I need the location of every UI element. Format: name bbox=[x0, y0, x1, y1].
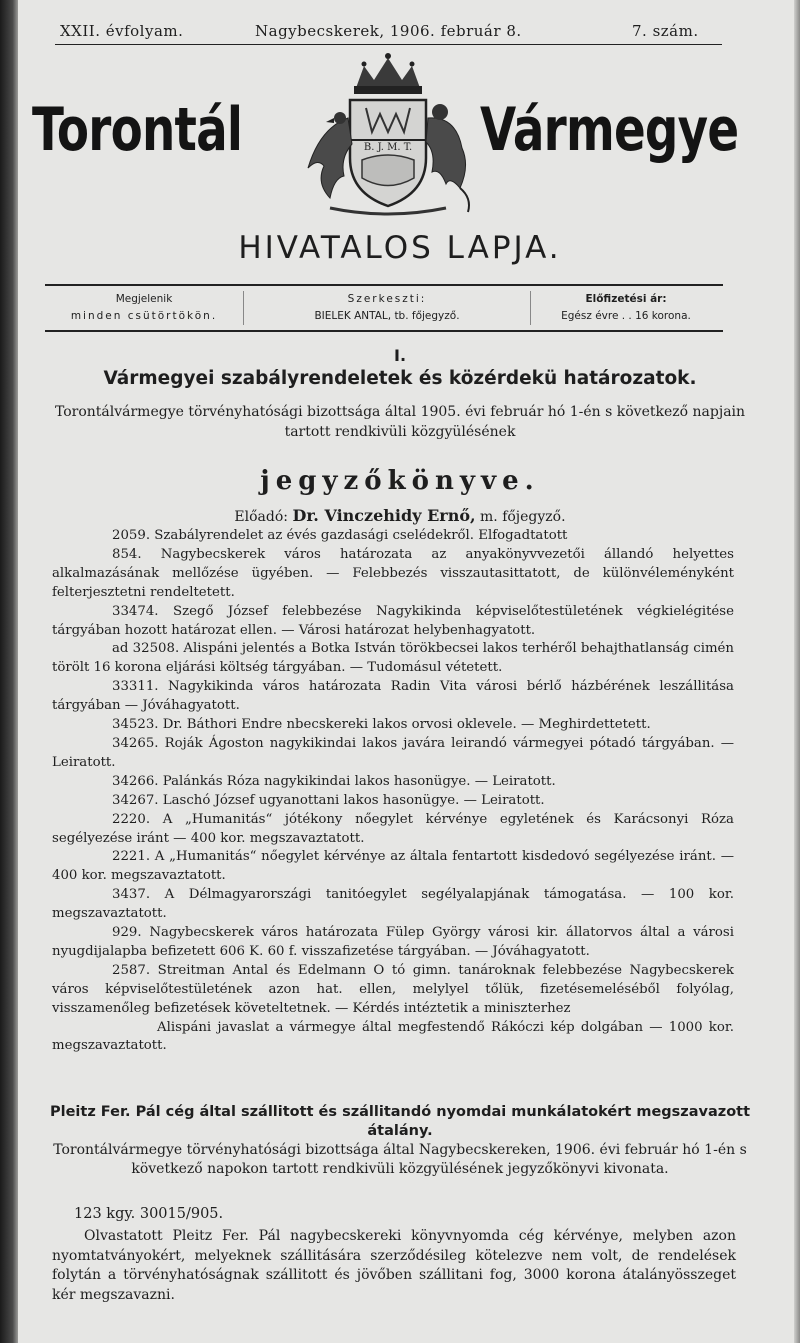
rule-below-info bbox=[45, 330, 723, 332]
list-item: 33311. Nagykikinda város határozata Radin Vita városi bérlő házbérének leszállitása tárgyában — Jóváhagyatott. bbox=[52, 679, 734, 714]
masthead-right: Vármegye bbox=[480, 95, 739, 165]
list-item: ad 32508. Alispáni jelentés a Botka István törökbecsei lakos terhéről behajthatlanság cimén törölt 16 korona eljárási költség tárgyában. — Tudomásul vétetett. bbox=[52, 641, 734, 676]
info-subscription bbox=[529, 291, 723, 325]
volume-label: XXII. évfolyam. bbox=[60, 22, 184, 40]
info-publication-label: Megjelenik bbox=[115, 293, 173, 305]
coat-of-arms-icon bbox=[300, 48, 476, 218]
section-intro: Torontálvármegye törvényhatósági bizottsága által 1905. évi február hó 1-én s következő napjain tartott rendkivüli közgyülésének bbox=[54, 404, 746, 440]
section-number: I. bbox=[393, 346, 407, 365]
info-bar bbox=[45, 289, 723, 329]
list-item: 34267. Laschó József ugyanottani lakos hasonügye. — Leiratott. bbox=[112, 792, 545, 808]
masthead-subtitle: HIVATALOS LAPJA. bbox=[238, 230, 562, 266]
issue-number: 7. szám. bbox=[632, 22, 699, 40]
list-item: Alispáni javaslat a vármegye által megfestendő Rákóczi kép dolgában — 1000 kor. megszavaztatott. bbox=[52, 1019, 734, 1054]
minutes-heading: jegyzőkönyve. bbox=[260, 466, 540, 496]
section2-paragraph: Olvastatott Pleitz Fer. Pál nagybecskereki könyvnyomda cég kérvénye, melyben azon nyomtatványokért, melyeknek szállitására szerződésileg kötelezve nem volt, de rendelések folytán a törvényhatóságnak szállitott és jövőben szállitani fog, 3000 korona átalányösszeget kér megszavazni. bbox=[52, 1228, 736, 1303]
top-rule bbox=[55, 44, 722, 45]
info-publication-value: minden csütörtökön. bbox=[70, 310, 218, 322]
info-editor-value: BIELEK ANTAL, tb. főjegyző. bbox=[314, 310, 460, 322]
presenter-title: m. főjegyző. bbox=[480, 509, 566, 525]
minutes-entries bbox=[52, 527, 734, 1056]
list-item: 2221. A „Humanitás“ nőegylet kérvénye az általa fentartott kisdedovó segélyezése iránt. — 400 kor. megszavaztatott. bbox=[52, 849, 734, 884]
info-editor bbox=[243, 291, 531, 325]
section2-body bbox=[52, 1227, 736, 1305]
masthead-left: Torontál bbox=[32, 95, 243, 165]
page-edge bbox=[794, 0, 800, 1343]
list-item: 2059. Szabályrendelet az évés gazdasági cselédekről. Elfogadtatott bbox=[112, 528, 568, 543]
list-item: 2587. Streitman Antal és Edelmann O tó gimn. tanároknak felebbezése Nagybecskerek város képviselőtestületének azon hat. ellen, melylyel tőlük, fizetésemeléséből folyólag, visszamenőleg befizetések követeltetnek. — Kérdés intéztetik a miniszterhez bbox=[52, 962, 734, 1016]
list-item: 854. Nagybecskerek város határozata az anyakönyvvezetői állandó helyettes alkalmazásának mellőzése ügyében. — Felebbezés visszautasittatott, de különvéleményként felterjesztetni rendeltetett. bbox=[52, 546, 734, 600]
info-subscription-value: Egész évre . . 16 korona. bbox=[561, 310, 691, 322]
list-item: 33474. Szegő József felebbezése Nagykikinda képviselőtestületének végkielégitése tárgyában hozott határozat ellen. — Városi határozat helybenhagyatott. bbox=[52, 603, 734, 638]
binding-edge bbox=[0, 0, 18, 1343]
list-item: 3437. A Délmagyarországi tanitóegylet segélyalapjának támogatása. — 100 kor. megszavaztatott. bbox=[52, 887, 734, 922]
presenter-name: Dr. Vinczehidy Ernő, bbox=[292, 506, 476, 525]
info-publication bbox=[45, 291, 243, 325]
presenter-line bbox=[40, 506, 760, 525]
rule-above-info bbox=[45, 284, 723, 286]
list-item: 34523. Dr. Báthori Endre nbecskereki lakos orvosi oklevele. — Meghirdettetett. bbox=[112, 717, 651, 733]
list-item: 34265. Roják Ágoston nagykikindai lakos javára leirandó vármegyei pótadó tárgyában. — Leiratott. bbox=[52, 735, 734, 770]
info-subscription-label: Előfizetési ár: bbox=[585, 293, 667, 305]
info-editor-label: Szerkeszti: bbox=[347, 293, 427, 305]
section-title: Vármegyei szabályrendeletek és közérdekü határozatok. bbox=[103, 368, 697, 389]
crest-text: B. J. M. T. bbox=[363, 142, 413, 153]
list-item: 929. Nagybecskerek város határozata Fülep György városi kir. állatorvos által a városi nyugdijalapba befizetett 606 K. 60 f. visszafizetése tárgyában. — Jóváhagyatott. bbox=[52, 925, 734, 959]
section2-reference: 123 kgy. 30015/905. bbox=[74, 1206, 224, 1222]
section2-intro: Torontálvármegye törvényhatósági bizottsága által Nagybecskereken, 1906. évi február hó 1-én s következő napokon tartott rendkivüli közgyülésének jegyzőkönyvi kivonata. bbox=[53, 1142, 747, 1177]
presenter-label: Előadó: bbox=[234, 509, 289, 525]
place-date: Nagybecskerek, 1906. február 8. bbox=[255, 22, 522, 40]
section2-title: Pleitz Fer. Pál cég által szállitott és szállitandó nyomdai munkálatokért megszavazott átalány. bbox=[49, 1104, 751, 1139]
list-item: 34266. Palánkás Róza nagykikindai lakos hasonügye. — Leiratott. bbox=[112, 773, 556, 789]
list-item: 2220. A „Humanitás“ jótékony nőegylet kérvénye egyletének és Karácsonyi Róza segélyezése iránt — 400 kor. megszavaztatott. bbox=[52, 811, 734, 846]
